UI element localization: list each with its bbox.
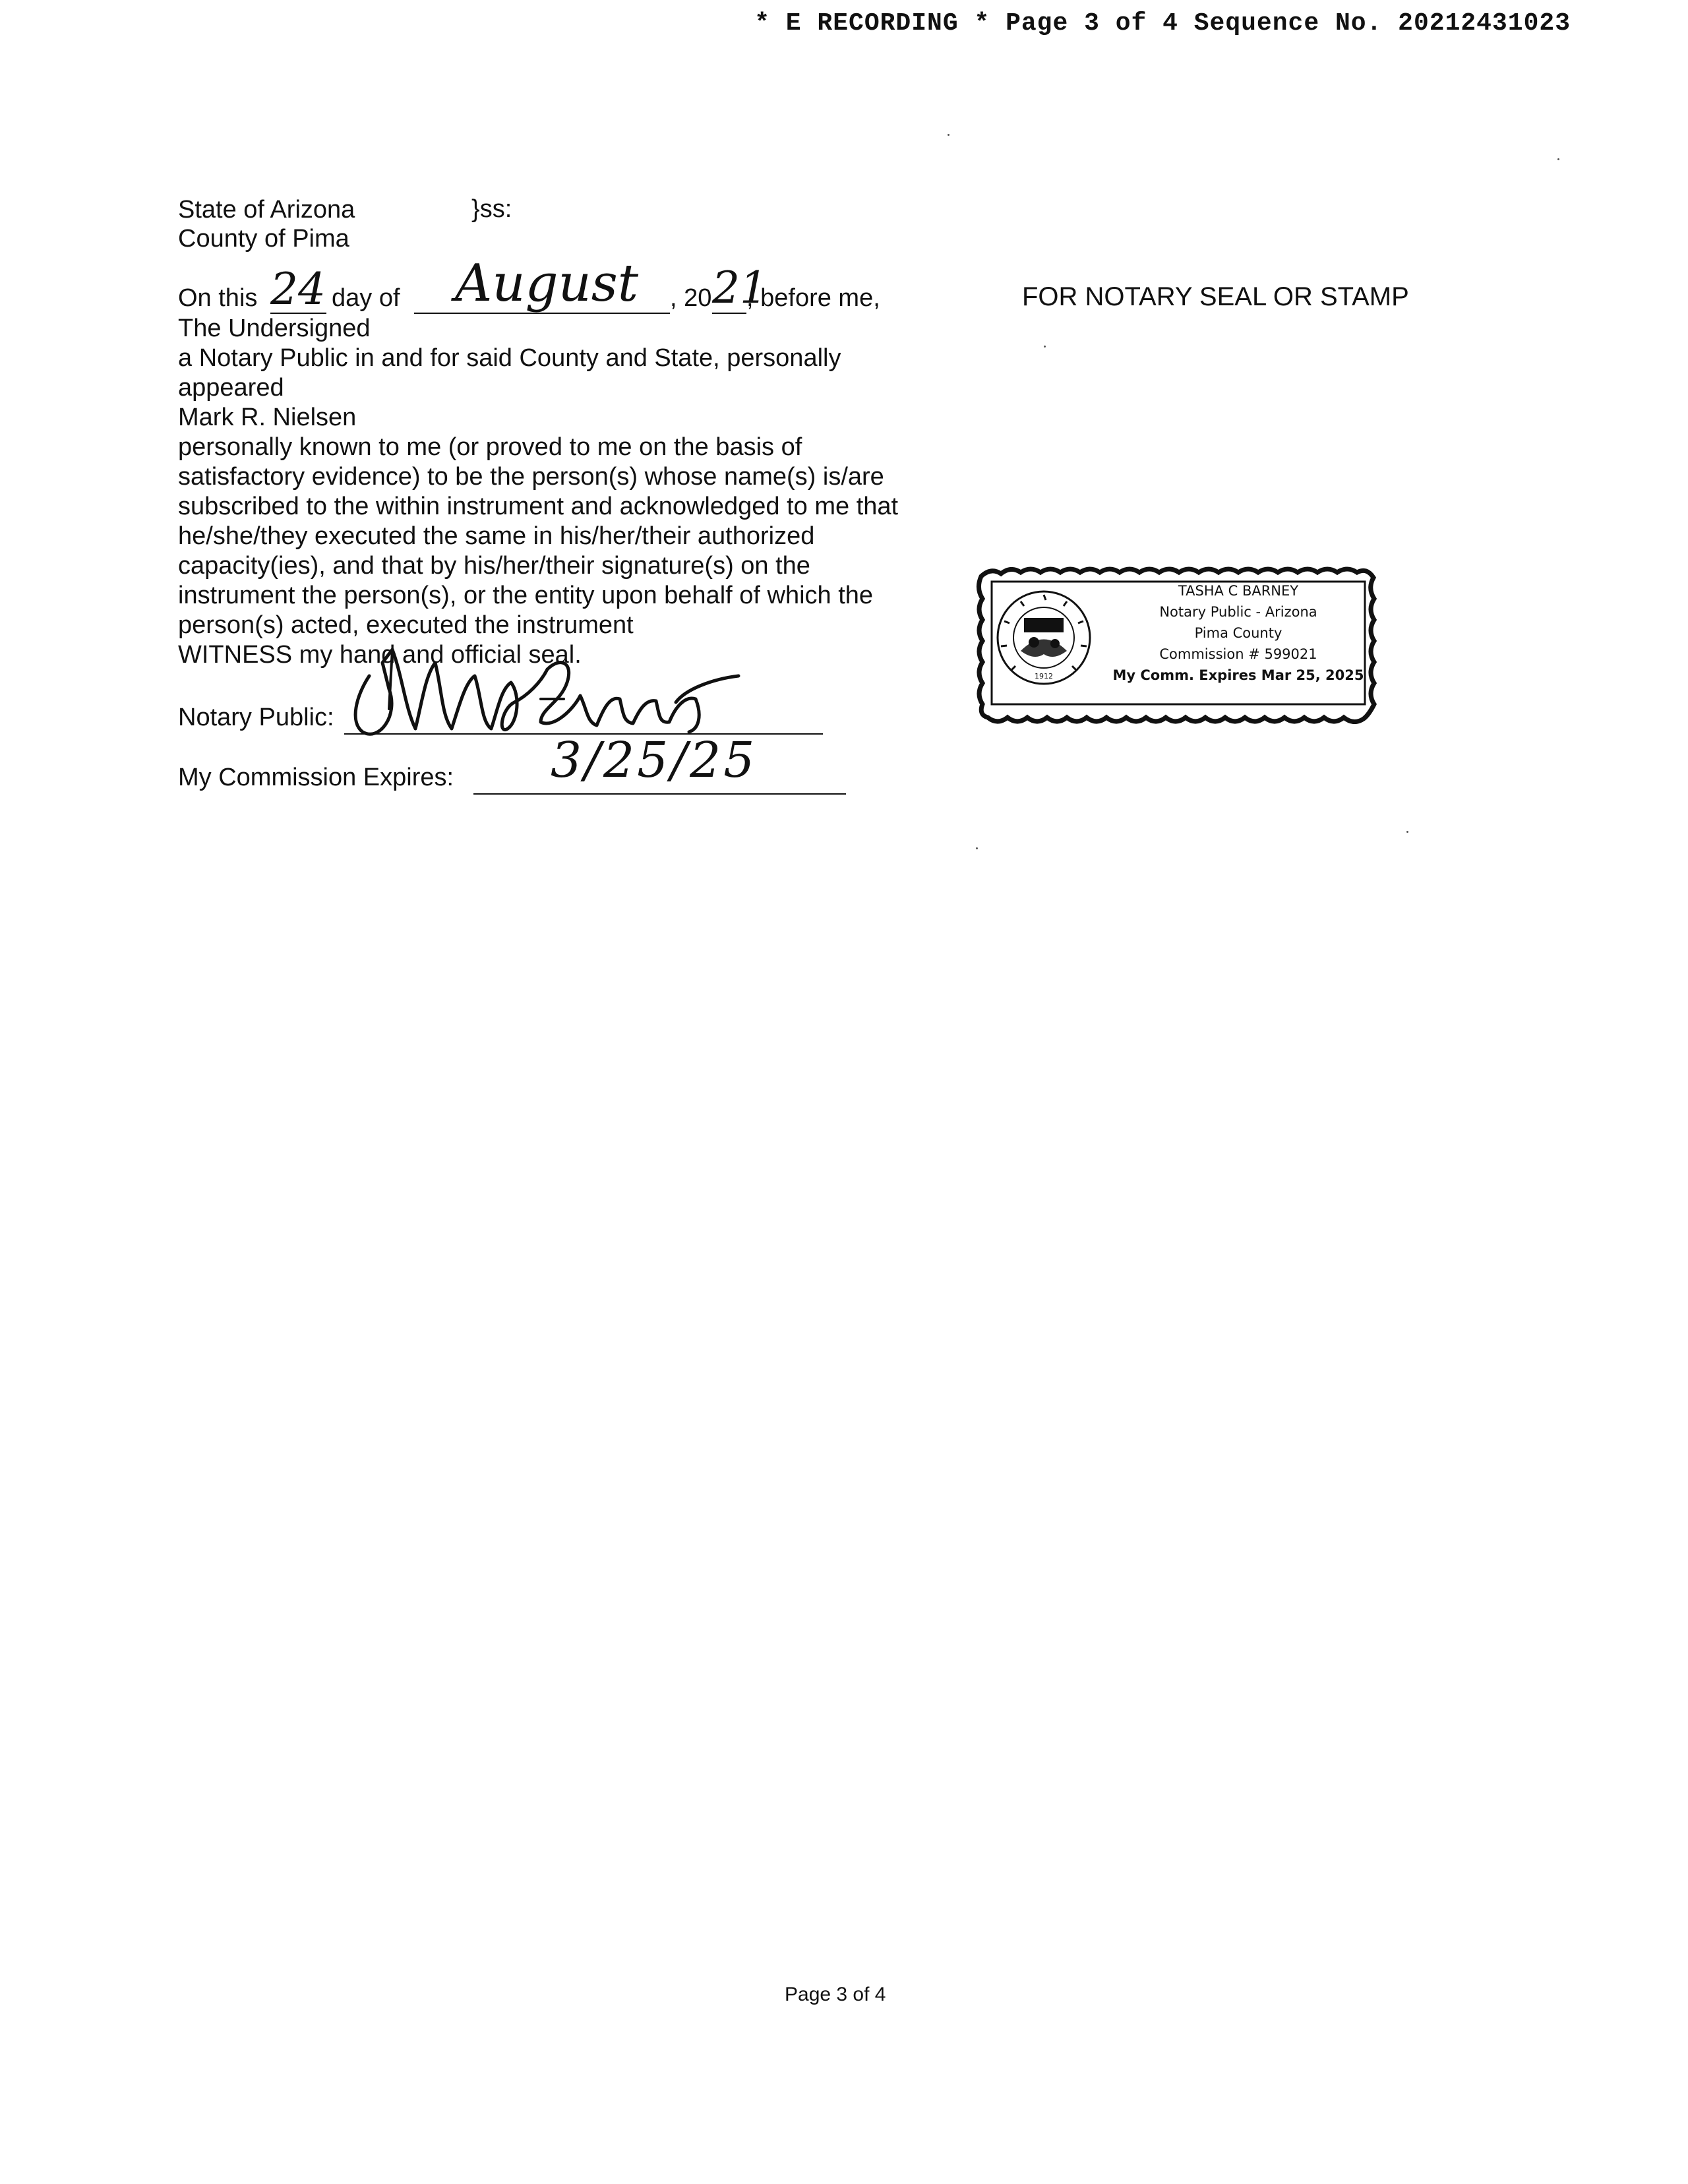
on-this-label: On this xyxy=(178,284,258,312)
handwritten-day: 24 xyxy=(270,264,326,315)
commission-expires-line xyxy=(473,793,846,795)
scan-speck xyxy=(1044,346,1046,348)
commission-expires-label: My Commission Expires: xyxy=(178,764,454,791)
year-prefix: , 20 xyxy=(670,284,712,312)
scan-speck xyxy=(1557,158,1559,160)
ack-line-13: WITNESS my hand and official seal. xyxy=(178,641,582,669)
notary-stamp xyxy=(975,562,1382,724)
ack-line-6: personally known to me (or proved to me on the basis of xyxy=(178,433,802,461)
arizona-state-seal-icon xyxy=(994,588,1093,687)
ack-line-10: capacity(ies), and that by his/her/their signature(s) on the xyxy=(178,552,810,580)
scan-speck xyxy=(1406,831,1408,833)
ack-line-11: instrument the person(s), or the entity upon behalf of which the xyxy=(178,582,874,609)
ack-line-7: satisfactory evidence) to be the person(s) whose name(s) is/are xyxy=(178,463,884,491)
venue-state: State of Arizona xyxy=(178,196,355,224)
ack-line-3: a Notary Public in and for said County and State, personally xyxy=(178,344,841,372)
stamp-commission-expires: My Comm. Expires Mar 25, 2025 xyxy=(1112,667,1364,683)
venue-county: County of Pima xyxy=(178,225,349,253)
notary-seal-label: FOR NOTARY SEAL OR STAMP xyxy=(1022,282,1409,311)
ack-line-8: subscribed to the within instrument and acknowledged to me that xyxy=(178,493,899,520)
stamp-commission-number: Commission # 599021 xyxy=(1159,646,1317,662)
notary-public-label: Notary Public: xyxy=(178,704,334,731)
scan-speck xyxy=(948,134,950,136)
handwritten-expiry-date: 3/25/25 xyxy=(551,732,758,789)
recording-header: * E RECORDING * Page 3 of 4 Sequence No. 20212431023 xyxy=(754,9,1571,38)
day-of-label: day of xyxy=(332,284,400,312)
ack-line-5: Mark R. Nielsen xyxy=(178,404,357,431)
ack-line-9: he/she/they executed the same in his/her/their authorized xyxy=(178,522,815,550)
ack-line-2: The Undersigned xyxy=(178,315,371,342)
stamp-notary-title: Notary Public - Arizona xyxy=(1159,604,1317,620)
handwritten-year: 21 xyxy=(712,262,768,313)
handwritten-month: August xyxy=(455,254,639,313)
venue-ss: }ss: xyxy=(471,195,512,223)
page-footer: Page 3 of 4 xyxy=(785,1984,886,2005)
seal-year: 1912 xyxy=(1035,672,1053,681)
stamp-county: Pima County xyxy=(1194,625,1282,641)
before-me-label: , before me, xyxy=(746,284,880,312)
ack-line-12: person(s) acted, executed the instrument xyxy=(178,611,634,639)
ack-line-4: appeared xyxy=(178,374,284,402)
scan-speck xyxy=(976,847,978,849)
stamp-notary-name: TASHA C BARNEY xyxy=(1178,583,1299,599)
stamp-text-block xyxy=(1100,580,1377,686)
